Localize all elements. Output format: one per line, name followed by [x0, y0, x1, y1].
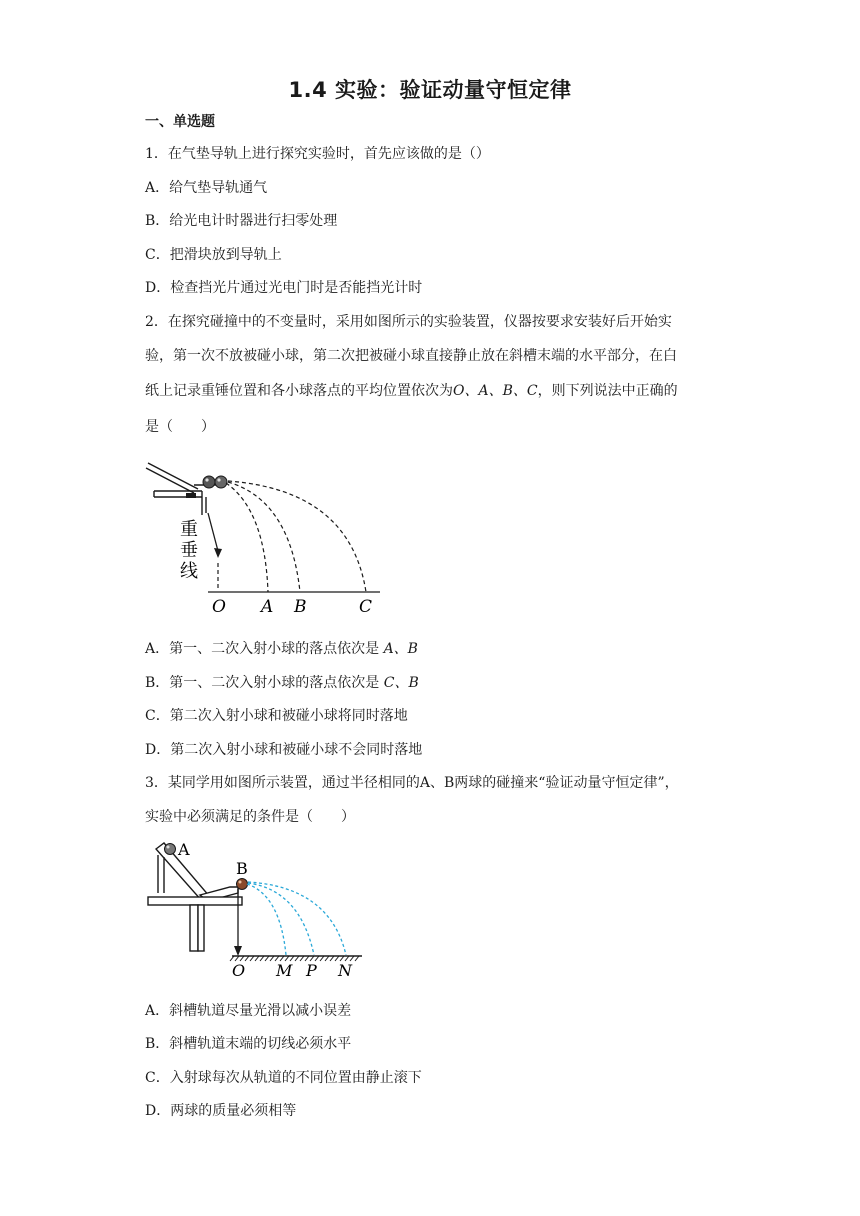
section-heading: 一、单选题 — [145, 114, 215, 130]
plumb-arrow — [208, 513, 218, 551]
plumb-label-1: 重 — [180, 519, 198, 540]
q3-option-b: B．斜槽轨道末端的切线必须水平 — [145, 1036, 352, 1052]
q2-option-a — [145, 638, 418, 658]
q2-figure — [140, 455, 390, 617]
point-n: N — [338, 961, 352, 980]
q1-option-b: B．给光电计时器进行扫零处理 — [145, 213, 338, 229]
plumb-label-3: 线 — [180, 561, 198, 582]
q1-option-c: C．把滑块放到导轨上 — [145, 247, 282, 263]
q1-option-d: D．检查挡光片通过光电门时是否能挡光计时 — [145, 280, 423, 296]
q2-option-b-text: B．第一、二次入射小球的落点依次是 — [145, 675, 384, 691]
ball-target — [215, 476, 227, 488]
q2-stem-tail: ，则下列说法中正确的 — [537, 383, 678, 399]
q2-option-b — [145, 672, 419, 692]
q3-stem-line-2: 实验中必须满足的条件是（ ） — [145, 809, 355, 825]
q2-option-b-points: C、B — [383, 675, 419, 691]
q2-option-a-points: A、B — [383, 641, 418, 657]
q1-stem: 1．在气垫导轨上进行探究实验时，首先应该做的是（） — [145, 146, 490, 162]
q2-stem-line-1: 2．在探究碰撞中的不变量时，采用如图所示的实验装置，仪器按要求安装好后开始实 — [145, 314, 672, 330]
trajectories-blue — [247, 882, 346, 955]
q2-option-c: C．第二次入射小球和被碰小球将同时落地 — [145, 708, 408, 724]
point-p: P — [306, 961, 317, 980]
q2-stem-line-3 — [145, 380, 678, 400]
plumb-label-2: 垂 — [180, 540, 198, 561]
point-c: C — [359, 597, 373, 617]
q2-stem-line-2: 验，第一次不放被碰小球，第二次把被碰小球直接静止放在斜槽末端的水平部分，在白 — [145, 348, 677, 364]
q2-stem-points: O、A、B、C — [453, 383, 538, 399]
q3-stem-line-1: 3．某同学用如图所示装置，通过半径相同的A、B两球的碰撞来“验证动量守恒定律”， — [145, 775, 679, 791]
q3-figure — [140, 835, 370, 985]
ball-b-label: B — [236, 859, 248, 878]
q1-option-a: A．给气垫导轨通气 — [145, 180, 268, 196]
point-o: O — [212, 597, 226, 617]
point-o: O — [232, 961, 246, 980]
chute-apparatus — [146, 463, 220, 515]
q3-option-a: A．斜槽轨道尽量光滑以减小误差 — [145, 1003, 352, 1019]
page-title: 1.4 实验：验证动量守恒定律 — [288, 78, 572, 102]
q2-stem-text: 纸上记录重锤位置和各小球落点的平均位置依次为 — [145, 383, 453, 399]
point-m: M — [276, 961, 293, 980]
q2-stem-line-4: 是（ ） — [145, 419, 215, 435]
ball-incident — [203, 476, 215, 488]
point-a: A — [261, 597, 274, 617]
q3-option-c: C．入射球每次从轨道的不同位置由静止滚下 — [145, 1070, 422, 1086]
q2-option-a-text: A．第一、二次入射小球的落点依次是 — [145, 641, 384, 657]
ball-a — [165, 844, 176, 855]
chute-block — [186, 493, 196, 498]
ball-b — [237, 879, 248, 890]
q3-option-d: D．两球的质量必须相等 — [145, 1103, 297, 1119]
incline-apparatus — [148, 843, 242, 951]
point-b: B — [294, 597, 307, 617]
ball-a-label: A — [178, 840, 190, 859]
trajectories — [226, 481, 366, 592]
q2-option-d: D．第二次入射小球和被碰小球不会同时落地 — [145, 742, 423, 758]
